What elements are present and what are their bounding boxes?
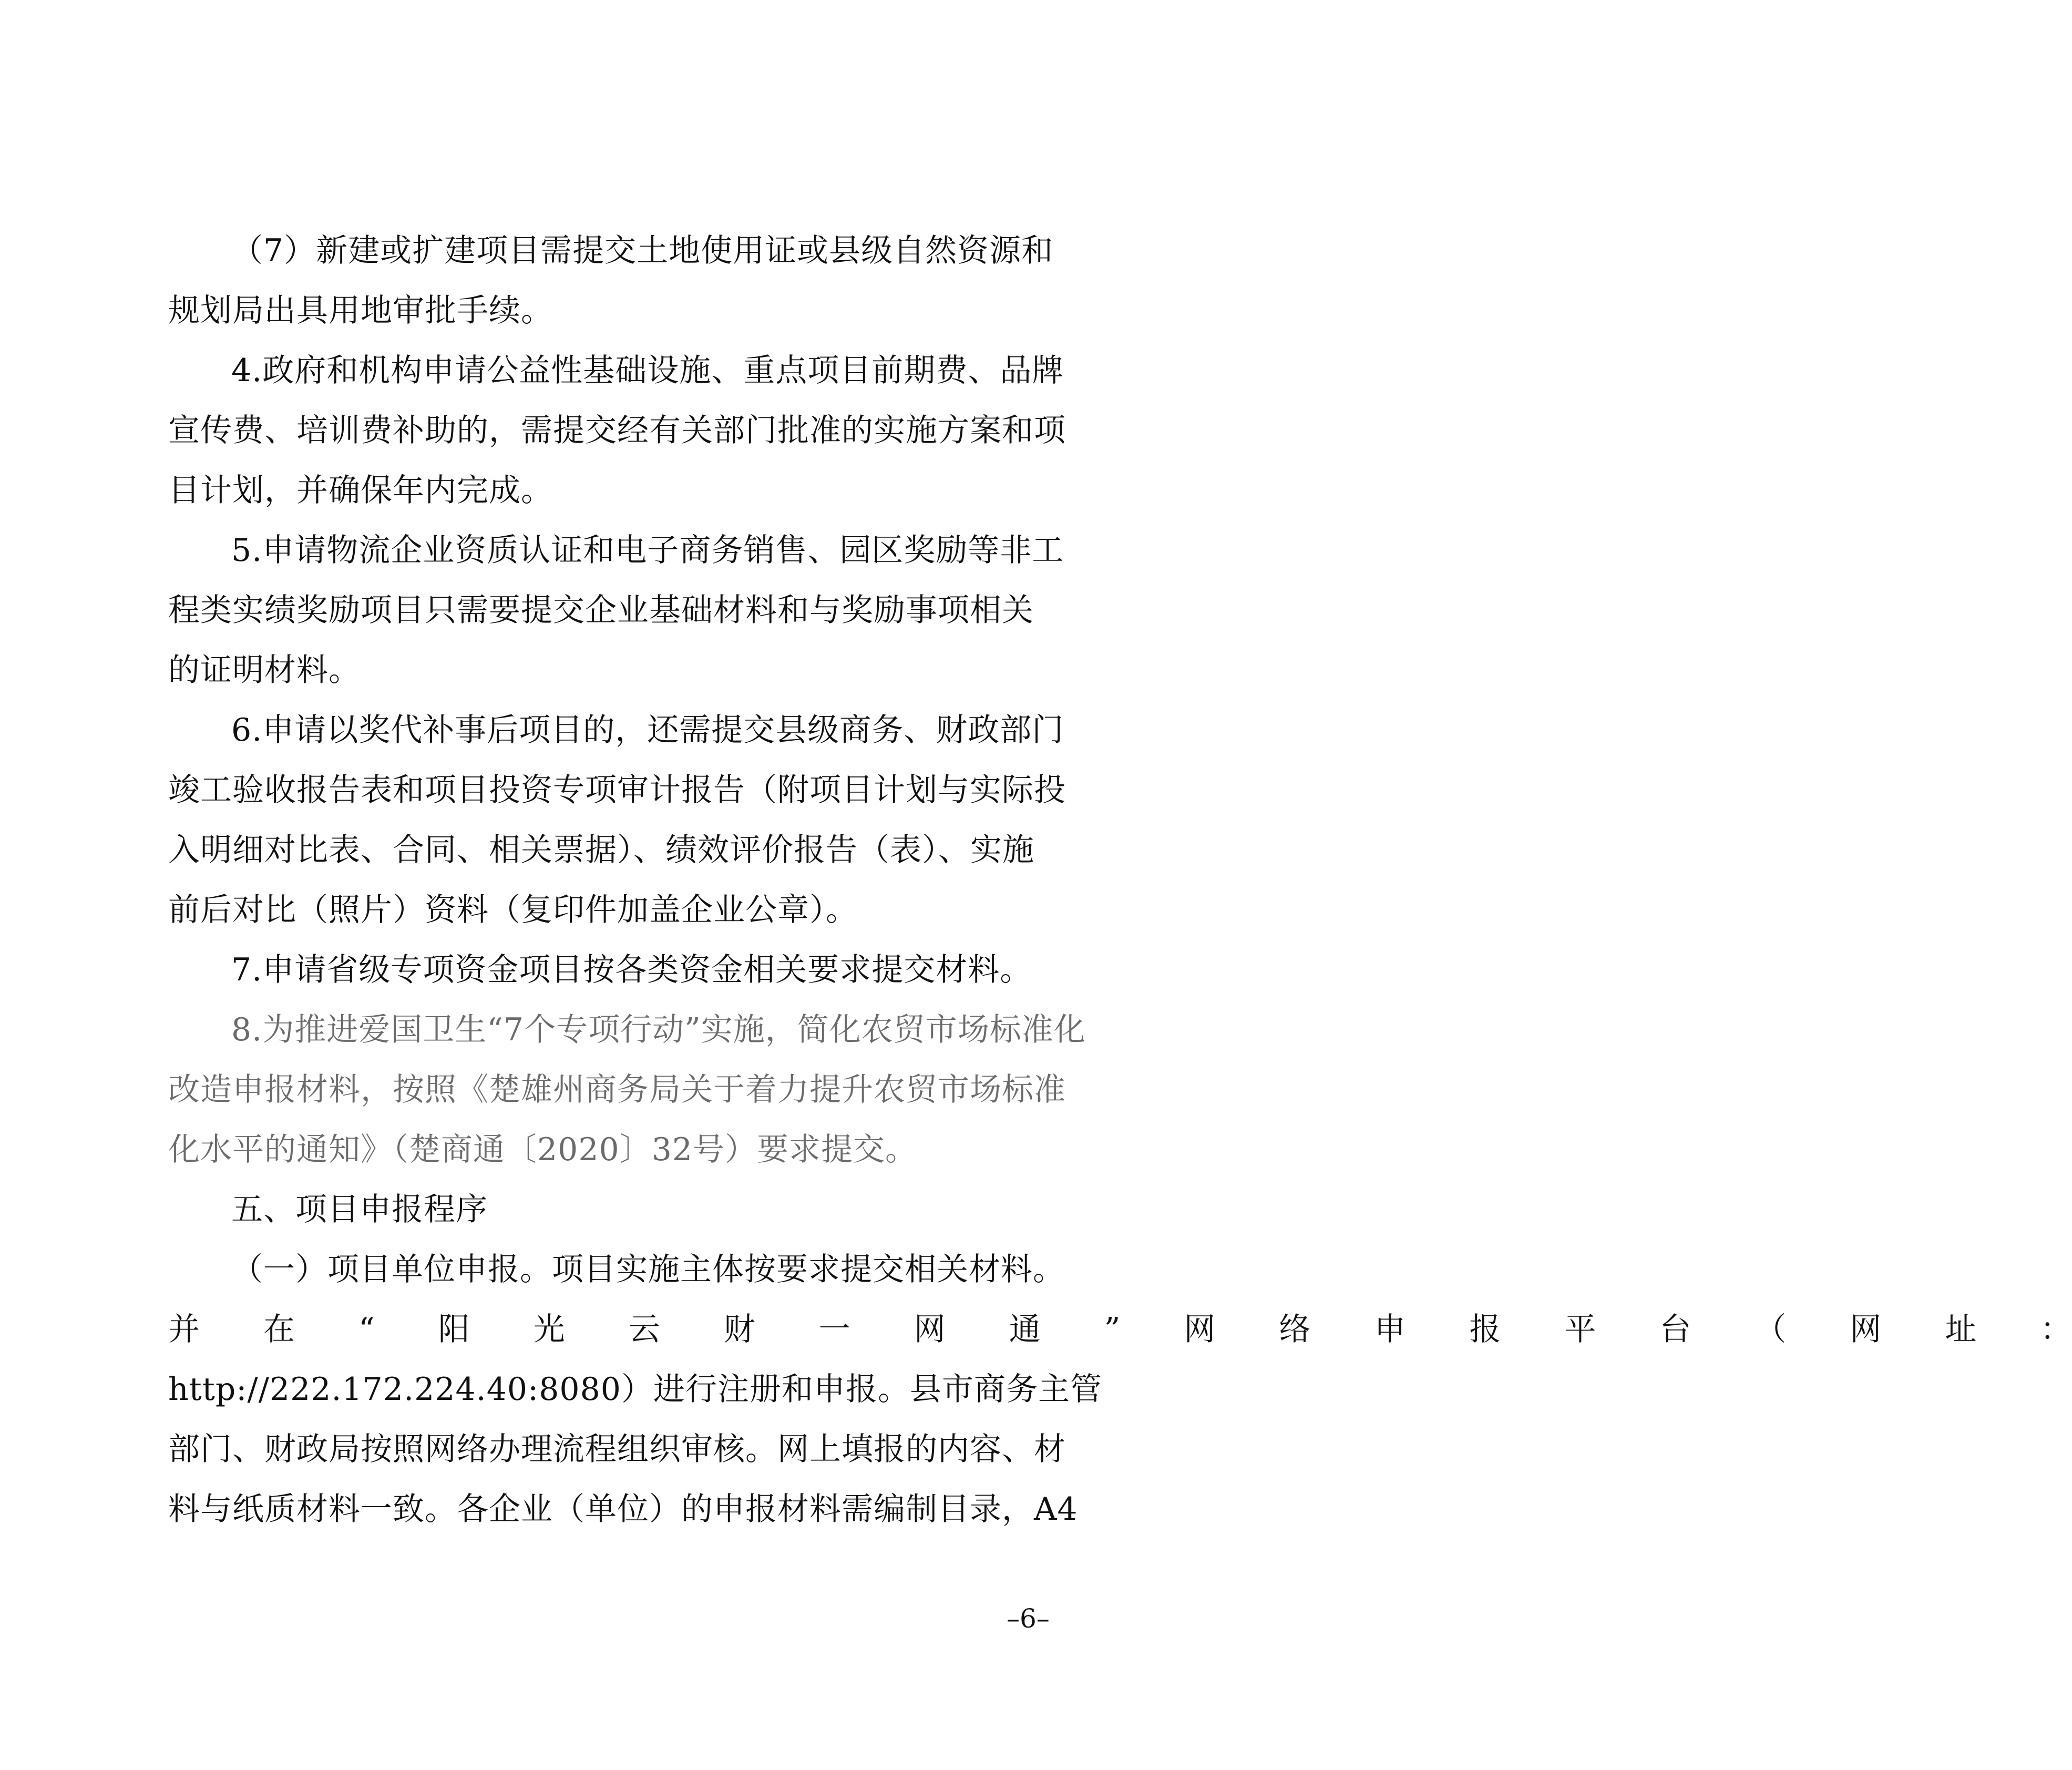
spread-text-line: [105, 1300, 2072, 1359]
spread-char: 址: [1945, 1311, 1977, 1348]
spread-char: 通: [1009, 1311, 1041, 1348]
text-line: 宣传费、培训费补助的，需提交经有关部门批准的实施方案和项: [168, 412, 1066, 449]
spread-char: 财: [723, 1311, 756, 1348]
text-line: （7）新建或扩建项目需提交土地使用证或县级自然资源和: [231, 232, 1054, 269]
paragraph-post-subsidy: [168, 700, 1099, 940]
text-line: 8.为推进爱国卫生“7个专项行动”实施，简化农贸市场标准化: [231, 1011, 1086, 1048]
spread-char: ”: [1104, 1311, 1121, 1348]
spread-char: “: [358, 1311, 375, 1348]
spread-char: ：: [2040, 1311, 2072, 1348]
text-line: 4.政府和机构申请公益性基础设施、重点项目前期费、品牌: [231, 352, 1064, 389]
spread-char: 报: [1469, 1311, 1502, 1348]
section-heading: [168, 1180, 1099, 1240]
text-line: 6.申请以奖代补事后项目的，还需提交县级商务、财政部门: [231, 712, 1064, 749]
spread-char: 网: [914, 1311, 946, 1348]
paragraph-land-use: [168, 221, 1099, 341]
text-line: 5.申请物流企业资质认证和电子商务销售、园区奖励等非工: [231, 532, 1064, 569]
text-line: 入明细对比表、合同、相关票据）、绩效评价报告（表）、实施: [168, 832, 1034, 868]
text-line: 化水平的通知》（楚商通〔2020〕32号）要求提交。: [168, 1131, 918, 1168]
paragraph-market-standard: [168, 1000, 1099, 1180]
page-number: –6–: [1007, 1603, 1050, 1634]
spread-char: 光: [533, 1311, 566, 1348]
spread-char: 申: [1374, 1311, 1407, 1348]
text-line: 规划局出具用地审批手续。: [168, 292, 553, 329]
text-line: 部门、财政局按照网络办理流程组织审核。网上填报的内容、材: [168, 1431, 1066, 1468]
spread-char: 网: [1184, 1311, 1216, 1348]
text-line: 改造申报材料，按照《楚雄州商务局关于着力提升农贸市场标准: [168, 1071, 1066, 1108]
text-line: 程类实绩奖励项目只需要提交企业基础材料和与奖励事项相关: [168, 592, 1034, 629]
text-line: 目计划，并确保年内完成。: [168, 472, 553, 509]
spread-char: （: [1755, 1311, 1787, 1348]
paragraph-provincial-fund: [168, 940, 1099, 1000]
spread-char: 平: [1564, 1311, 1597, 1348]
text-line: 五、项目申报程序: [231, 1191, 488, 1228]
spread-char: 并: [168, 1311, 200, 1348]
paragraph-unit-application: [168, 1240, 2072, 1539]
paragraph-logistics-award: [168, 520, 1099, 700]
spread-char: 阳: [438, 1311, 470, 1348]
body-text: [168, 221, 2072, 1539]
text-line: 竣工验收报告表和项目投资专项审计报告（附项目计划与实际投: [168, 772, 1066, 809]
text-line: 前后对比（照片）资料（复印件加盖企业公章）。: [168, 892, 858, 928]
text-line: 的证明材料。: [168, 652, 361, 689]
spread-char: 络: [1279, 1311, 1311, 1348]
text-line: （一）项目单位申报。项目实施主体按要求提交相关材料。: [231, 1251, 1065, 1288]
spread-char: 台: [1659, 1311, 1692, 1348]
spread-char: 网: [1850, 1311, 1882, 1348]
text-line: 7.申请省级专项资金项目按各类资金相关要求提交材料。: [231, 951, 1032, 988]
spread-char: 在: [263, 1311, 295, 1348]
text-line: 料与纸质材料一致。各企业（单位）的申报材料需编制目录，A4: [168, 1491, 1078, 1528]
spread-char: 一: [818, 1311, 851, 1348]
paragraph-public-facilities: [168, 341, 1099, 520]
spread-char: 云: [628, 1311, 661, 1348]
text-line: http://222.172.224.40:8080）进行注册和申报。县市商务主管: [168, 1371, 1102, 1408]
